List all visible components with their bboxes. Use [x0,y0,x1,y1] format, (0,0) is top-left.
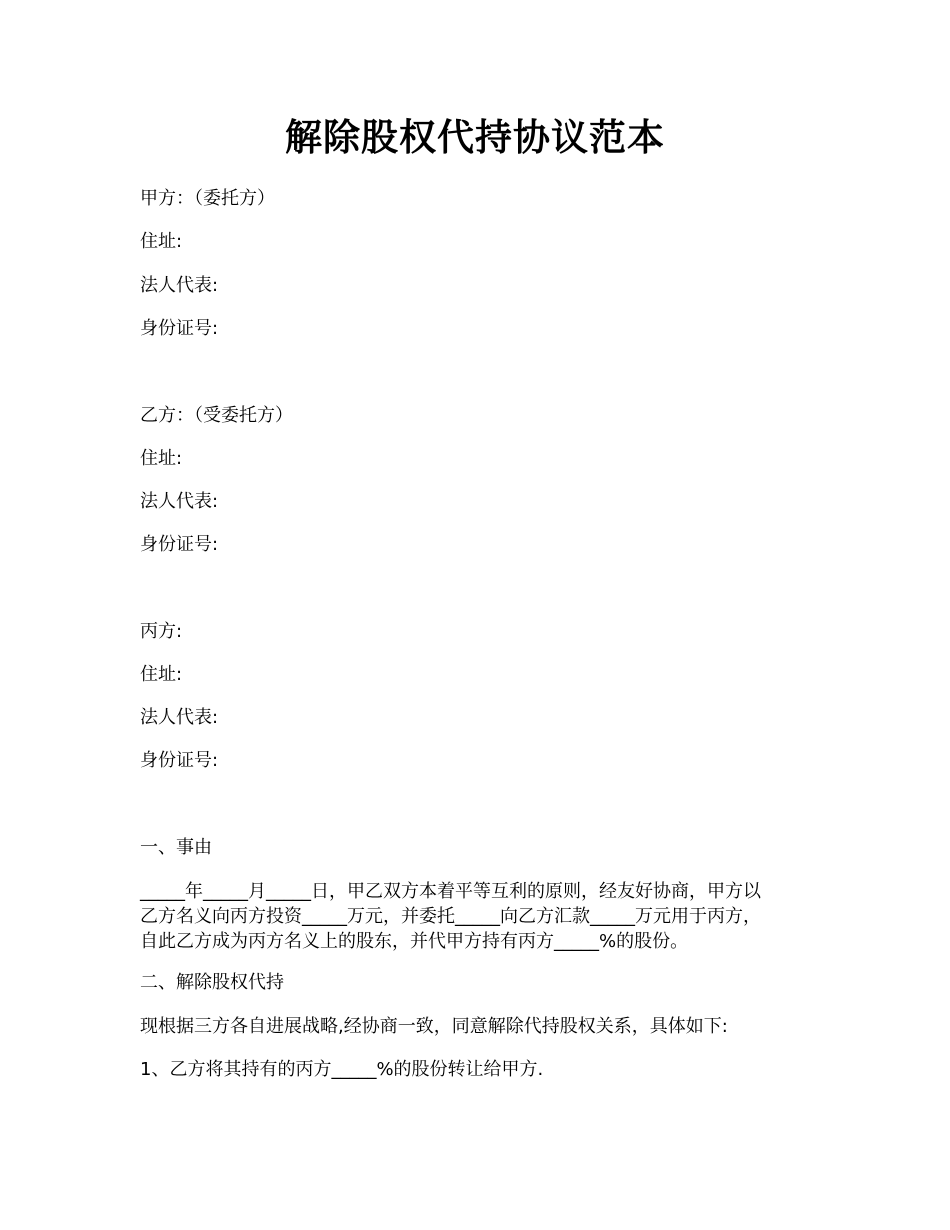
section2-item-1: 1、乙方将其持有的丙方_____%的股份转让给甲方. [140,1059,544,1080]
section1-line-2: 乙方名义向丙方投资_____万元，并委托_____向乙方汇款_____万元用于丙方， [140,906,761,927]
section2-intro: 现根据三方各自进展战略,经协商一致，同意解除代持股权关系，具体如下: [140,1016,728,1037]
party-b-id-no: 身份证号: [140,534,219,555]
party-b-legal-rep: 法人代表: [140,491,219,512]
section1-line-1: _____年_____月_____日，甲乙双方本着平等互利的原则，经友好协商，甲方以 [140,881,761,902]
party-c-address: 住址: [140,664,183,685]
section1-heading: 一、事由 [140,837,212,858]
party-b-label: 乙方：（受委托方） [140,405,293,426]
party-c-legal-rep: 法人代表: [140,707,219,728]
party-a-label: 甲方：（委托方） [140,188,275,209]
party-b-address: 住址: [140,448,183,469]
party-a-address: 住址: [140,231,183,252]
document-title: 解除股权代持协议范本 [285,116,665,159]
section2-heading: 二、解除股权代持 [140,972,284,993]
party-c-id-no: 身份证号: [140,750,219,771]
party-a-legal-rep: 法人代表: [140,275,219,296]
section1-line-3: 自此乙方成为丙方名义上的股东，并代甲方持有丙方_____%的股份。 [140,931,689,952]
section1-paragraph [140,879,820,954]
party-a-id-no: 身份证号: [140,318,219,339]
party-c-label: 丙方: [140,621,183,642]
